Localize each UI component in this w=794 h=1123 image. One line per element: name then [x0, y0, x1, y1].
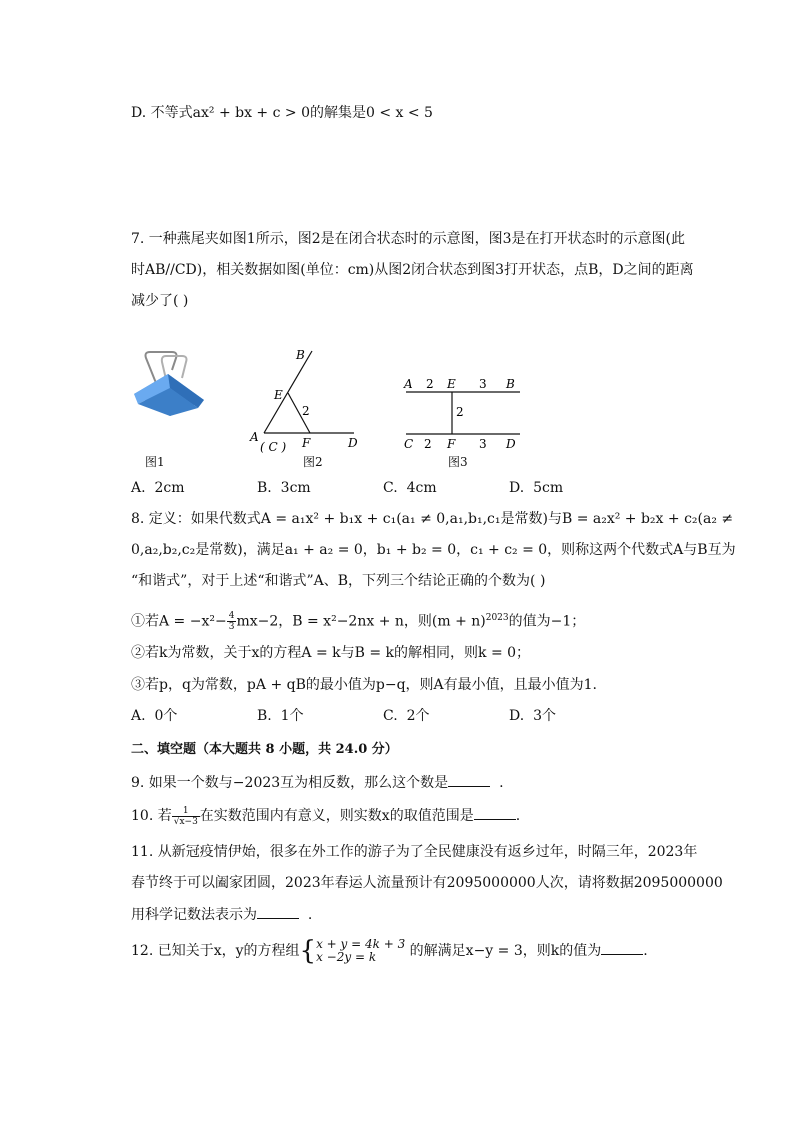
q8-conclusion-2: ②若k为常数，关于x的方程A = k与B = k的解相同，则k = 0；: [131, 645, 531, 661]
q9-pre: 9. 如果一个数与−2023互为相反数，那么这个数是: [131, 775, 449, 791]
fig3-label-d: D: [506, 437, 516, 451]
c1-fraction: [227, 611, 237, 632]
figure-3-open-diagram: [400, 372, 525, 454]
q12-equation-system: [316, 938, 405, 964]
q12-pre: 12. 已知关于x，y的方程组: [131, 943, 300, 959]
q7-stem-line1: 7. 一种燕尾夹如图1所示，图2是在闭合状态时的示意图，图3是在打开状态时的示意图(此: [131, 231, 685, 247]
q12-eq2: x −2y = k: [316, 950, 377, 964]
q7-option-d[interactable]: [509, 478, 563, 498]
fig2-label-len: 2: [302, 404, 310, 418]
q7-option-b[interactable]: [257, 478, 311, 498]
q9-post: .: [499, 775, 504, 791]
c1-post: mx−2，B = x²−2nx + n，则(m + n): [236, 613, 486, 630]
fig2-label-b: B: [296, 348, 305, 362]
q12-post: 的解满足x−y = 3，则k的值为: [409, 943, 602, 959]
fig2-label-f: F: [302, 436, 311, 450]
fig3-label-fd: 3: [479, 437, 487, 451]
figure-2-caption: 图2: [303, 455, 323, 469]
q12-eq1: x + y = 4k + 3: [316, 937, 406, 951]
option-text: 5cm: [533, 480, 564, 496]
fig3-label-ae: 2: [426, 377, 434, 391]
q9-answer-blank[interactable]: [448, 772, 490, 787]
option-label: C.: [383, 480, 398, 496]
fig3-label-b: B: [506, 377, 515, 391]
q8-option-d[interactable]: [509, 706, 556, 726]
q8-stem-line3: “和谐式”，对于上述“和谐式”A、B，下列三个结论正确的个数为( ): [131, 573, 546, 589]
option-text: 2cm: [154, 480, 185, 496]
q8-stem-line1: 8. 定义：如果代数式A = a₁x² + b₁x + c₁(a₁ ≠ 0,a₁,b₁,c₁是常数)与B = a₂x² + b₂x + c₂(a₂ ≠: [131, 511, 734, 527]
fig3-label-ef: 2: [456, 405, 464, 419]
fig3-label-c: C: [404, 437, 414, 451]
q11-line2: 春节终于可以阖家团圆，2023年春运人流量预计有2095000000人次，请将数据2095000000: [131, 875, 723, 891]
fig2-label-c: ( C ): [260, 440, 287, 454]
c1-frac-den: 3: [228, 622, 235, 633]
q9: [131, 772, 504, 793]
option-label: B.: [257, 708, 272, 724]
q8-conclusion-1: [131, 608, 585, 632]
figure-3-caption: 图3: [448, 455, 468, 469]
option-label: A.: [131, 708, 146, 724]
q12-end: .: [643, 943, 648, 959]
fig3-label-e: E: [447, 377, 456, 391]
q10-end: .: [515, 808, 521, 824]
figure-1-binder-clip: [128, 348, 208, 418]
q12-brace: {: [299, 936, 317, 966]
option-text: 1个: [280, 708, 304, 724]
q8-stem-line2: 0,a₂,b₂,c₂是常数)，满足a₁ + a₂ = 0，b₁ + b₂ = 0，c₁ + c₂ = 0，则称这两个代数式A与B互为: [131, 542, 736, 558]
figure-2-closed-diagram: [248, 345, 368, 455]
c1-end: 的值为−1；: [508, 613, 586, 630]
q10-frac-num: 1: [172, 806, 200, 817]
q10-frac-den: √x−3: [173, 816, 198, 827]
q10-answer-blank[interactable]: [474, 805, 516, 820]
section-title-fill-in: 二、填空题（本大题共 8 小题，共 24.0 分）: [131, 742, 398, 757]
q11-answer-blank[interactable]: [257, 904, 299, 919]
q7-option-a[interactable]: [131, 478, 185, 498]
option-text: 0个: [154, 708, 178, 724]
q10-pre: 10. 若: [131, 808, 172, 824]
option-text: 2个: [406, 708, 430, 724]
q10: [131, 805, 520, 827]
c1-exponent: 2023: [485, 613, 509, 623]
q7-option-c[interactable]: [383, 478, 437, 498]
fig3-label-a: A: [404, 377, 413, 391]
q11-line3: [131, 904, 312, 925]
c1-pre: ①若A = −x²−: [131, 613, 227, 630]
fig3-label-cf: 2: [424, 437, 432, 451]
q12-answer-blank[interactable]: [601, 940, 643, 955]
q8-option-c[interactable]: [383, 706, 430, 726]
fig3-label-f: F: [447, 437, 456, 451]
q7-stem-line3: 减少了( ): [131, 293, 189, 309]
fig2-label-e: E: [274, 388, 283, 402]
q11-line3-text: 用科学记数法表示为: [131, 907, 257, 923]
q6-option-d: [131, 103, 433, 123]
option-label: C.: [383, 708, 398, 724]
q11-end: .: [307, 907, 313, 923]
fig2-label-d: D: [348, 436, 358, 450]
option-text: 不等式ax² + bx + c > 0的解集是0 < x < 5: [150, 105, 433, 121]
q8-option-a[interactable]: [131, 706, 177, 726]
q8-conclusion-3: ③若p，q为常数，pA + qB的最小值为p−q，则A有最小值，且最小值为1.: [131, 677, 597, 693]
q8-option-b[interactable]: [257, 706, 304, 726]
fig3-label-eb: 3: [479, 377, 487, 391]
fig2-label-a: A: [250, 430, 259, 444]
c1-frac-num: 4: [228, 611, 235, 622]
option-label: D.: [509, 708, 525, 724]
option-label: D.: [131, 105, 147, 121]
figure-1-caption: 图1: [145, 455, 165, 469]
option-label: B.: [257, 480, 272, 496]
option-text: 4cm: [406, 480, 437, 496]
option-text: 3cm: [280, 480, 311, 496]
q10-post: 在实数范围内有意义，则实数x的取值范围是: [199, 808, 474, 824]
option-text: 3个: [533, 708, 557, 724]
q7-stem-line2: 时AB//CD)，相关数据如图(单位：cm)从图2闭合状态到图3打开状态，点B，D之间的距离: [131, 262, 694, 278]
q12: [131, 938, 648, 964]
q11-line1: 11. 从新冠疫情伊始，很多在外工作的游子为了全民健康没有返乡过年，时隔三年，2023年: [131, 844, 698, 860]
q10-fraction: [172, 806, 200, 827]
option-label: D.: [509, 480, 525, 496]
option-label: A.: [131, 480, 146, 496]
